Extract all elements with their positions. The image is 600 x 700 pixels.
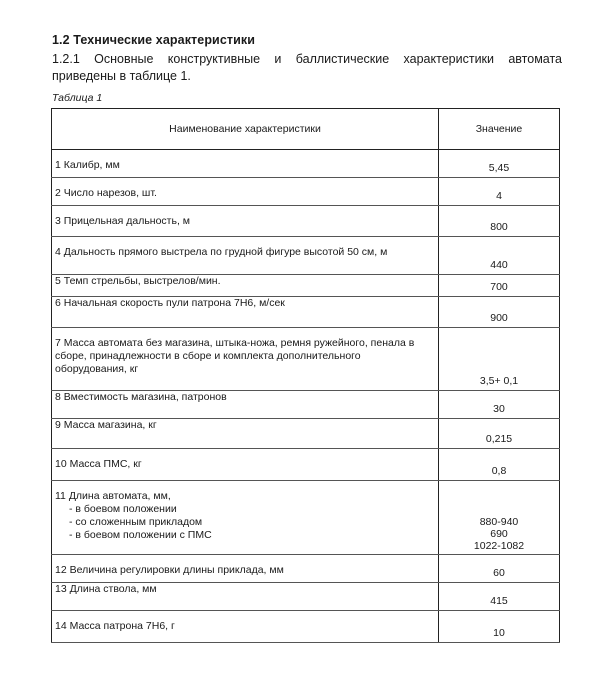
specifications-table bbox=[51, 108, 560, 643]
table-row bbox=[52, 481, 560, 555]
table-row bbox=[52, 237, 560, 275]
row-value: 700 bbox=[439, 275, 560, 297]
table-row bbox=[52, 178, 560, 206]
section-heading: 1.2 Технические характеристики bbox=[52, 33, 256, 47]
row-value: 415 bbox=[439, 583, 560, 611]
row-value: 1022-1082 bbox=[473, 540, 525, 552]
row-name: 3 Прицельная дальность, м bbox=[52, 206, 439, 237]
section-intro-paragraph: 1.2.1 Основные конструктивные и баллистические характеристики автомата приведены в таблице 1. bbox=[52, 52, 562, 83]
row-value: 30 bbox=[439, 391, 560, 419]
table-row bbox=[52, 206, 560, 237]
row-value: 880-940 bbox=[479, 516, 519, 528]
sub-item: - со сложенным прикладом bbox=[69, 516, 203, 528]
row-name: 7 Масса автомата без магазина, штыка-ножа, ремня ружейного, пенала в сборе, принадлежности в сборе и комплекта дополнительного оборудования, кг bbox=[52, 328, 439, 391]
row-name: 4 Дальность прямого выстрела по грудной фигуре высотой 50 см, м bbox=[52, 237, 439, 275]
row-name: 12 Величина регулировки длины приклада, мм bbox=[52, 555, 439, 583]
sub-item: - в боевом положении с ПМС bbox=[69, 529, 212, 541]
table-row bbox=[52, 555, 560, 583]
row-value-group bbox=[439, 481, 560, 555]
row-name: 9 Масса магазина, кг bbox=[52, 419, 439, 449]
column-header-value: Значение bbox=[439, 109, 560, 150]
table-row bbox=[52, 583, 560, 611]
row-value: 10 bbox=[439, 611, 560, 643]
sub-item: - в боевом положении bbox=[69, 503, 177, 515]
table-row bbox=[52, 150, 560, 178]
row-value: 60 bbox=[439, 555, 560, 583]
row-name: 5 Темп стрельбы, выстрелов/мин. bbox=[52, 275, 439, 297]
row-name: 6 Начальная скорость пули патрона 7Н6, м/сек bbox=[52, 297, 439, 328]
table-header-row bbox=[52, 109, 560, 150]
row-name: 2 Число нарезов, шт. bbox=[52, 178, 439, 206]
row-value: 900 bbox=[439, 297, 560, 328]
column-header-name: Наименование характеристики bbox=[52, 109, 439, 150]
row-value: 800 bbox=[439, 206, 560, 237]
table-caption: Таблица 1 bbox=[52, 92, 103, 104]
row-name: 11 Длина автомата, мм, bbox=[55, 490, 171, 502]
row-name-group bbox=[52, 481, 439, 555]
row-name: 13 Длина ствола, мм bbox=[52, 583, 439, 611]
row-name: 1 Калибр, мм bbox=[52, 150, 439, 178]
row-value: 5,45 bbox=[439, 150, 560, 178]
row-value: 3,5+ 0,1 bbox=[439, 328, 560, 391]
row-name: 14 Масса патрона 7Н6, г bbox=[52, 611, 439, 643]
table-row bbox=[52, 391, 560, 419]
table-row bbox=[52, 611, 560, 643]
table-row bbox=[52, 297, 560, 328]
row-value: 0,215 bbox=[439, 419, 560, 449]
row-value: 440 bbox=[439, 237, 560, 275]
table-row bbox=[52, 419, 560, 449]
row-value: 4 bbox=[439, 178, 560, 206]
sub-item-list bbox=[55, 503, 435, 542]
row-value: 0,8 bbox=[439, 449, 560, 481]
table-row bbox=[52, 449, 560, 481]
row-name: 8 Вместимость магазина, патронов bbox=[52, 391, 439, 419]
row-value: 690 bbox=[490, 528, 508, 540]
table-row bbox=[52, 275, 560, 297]
table-row bbox=[52, 328, 560, 391]
row-name: 10 Масса ПМС, кг bbox=[52, 449, 439, 481]
